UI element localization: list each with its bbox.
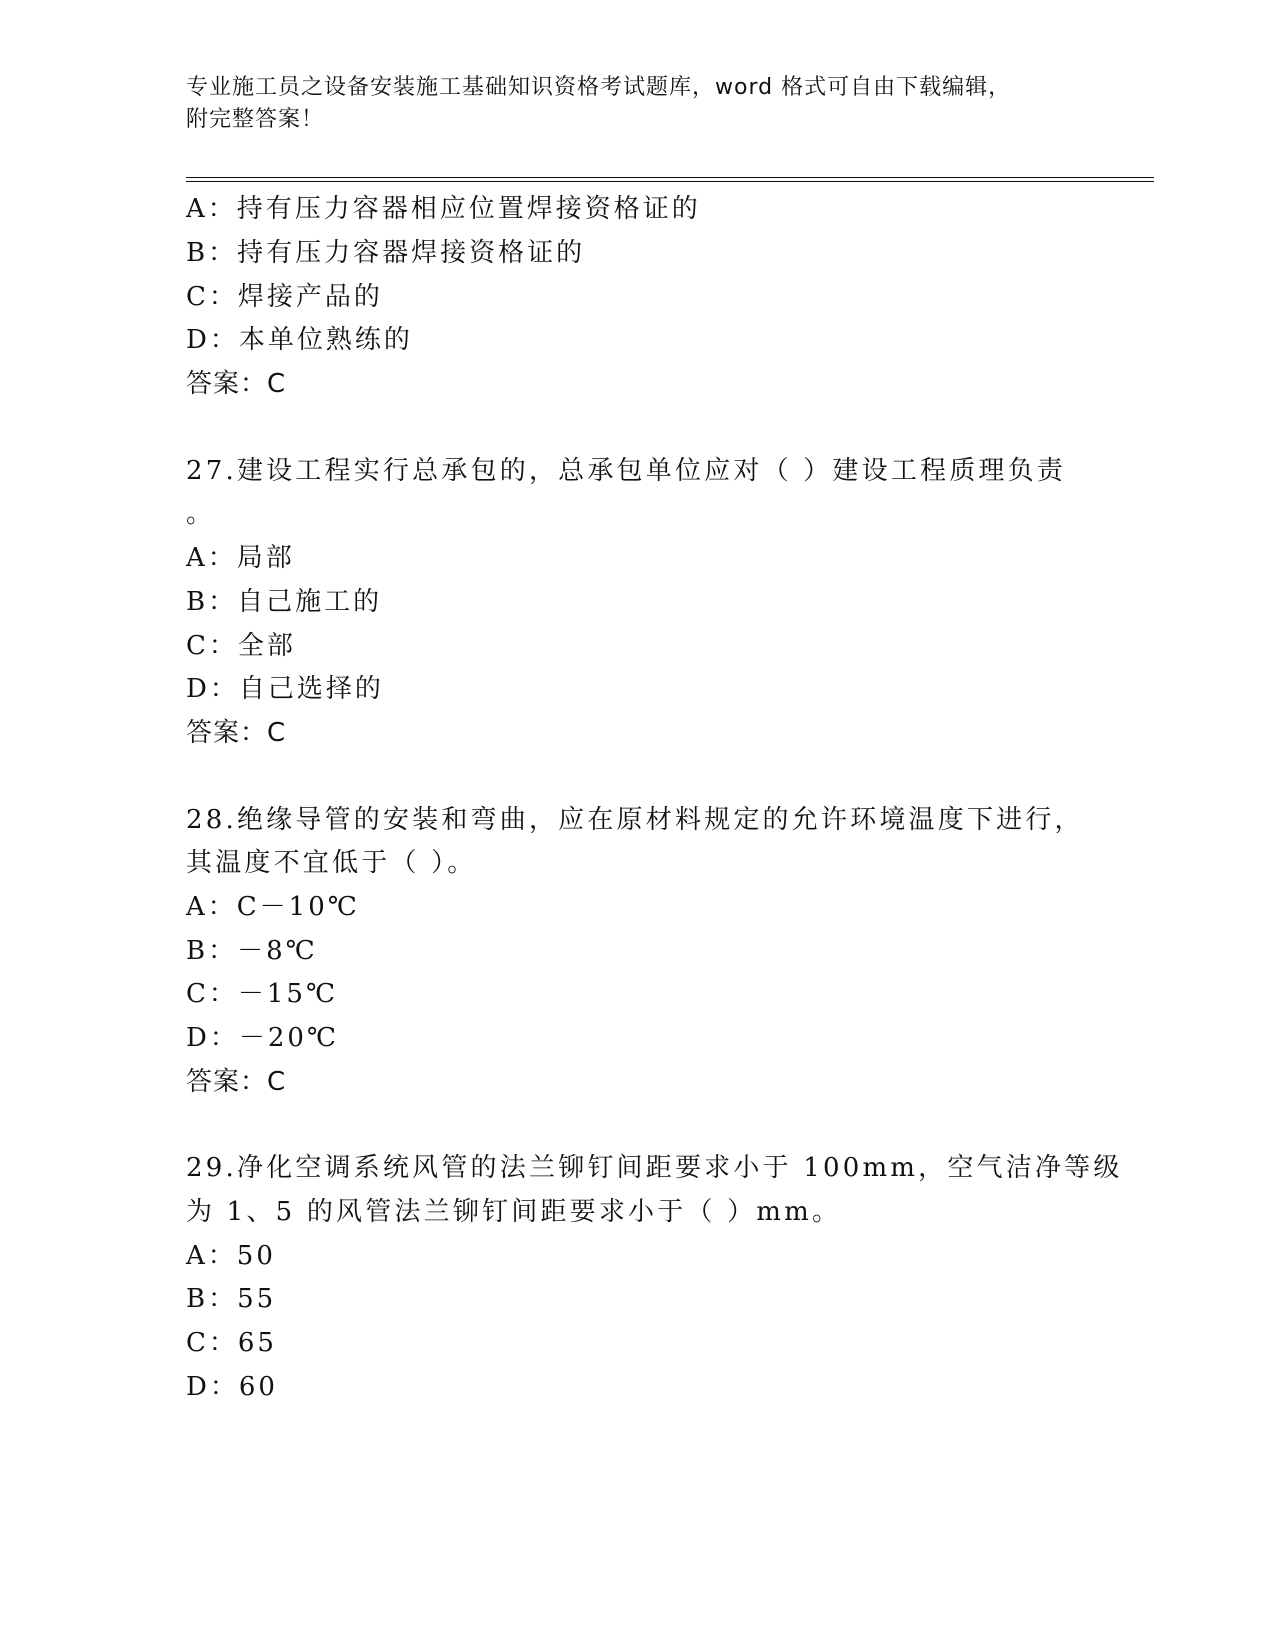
- block1-option-a: A：持有压力容器相应位置焊接资格证的: [186, 194, 701, 224]
- q27-stem-line-1: 27.建设工程实行总承包的，总承包单位应对（ ）建设工程质理负责: [186, 456, 1067, 486]
- q27-option-c: C：全部: [186, 631, 296, 661]
- q28-option-b: B：－8℃: [186, 936, 318, 966]
- header-title-line-2: 附完整答案！: [186, 107, 325, 132]
- q27-option-b: B：自己施工的: [186, 587, 383, 617]
- block1-option-d: D：本单位熟练的: [186, 325, 413, 355]
- q28-stem-line-2: 其温度不宜低于（ ）。: [186, 848, 477, 878]
- q29-option-b: B：55: [186, 1284, 277, 1314]
- q29-stem-line-1: 29.净化空调系统风管的法兰铆钉间距要求小于 100mm，空气洁净等级: [186, 1153, 1123, 1183]
- q28-stem-line-1: 28.绝缘导管的安装和弯曲，应在原材料规定的允许环境温度下进行，: [186, 805, 1084, 835]
- q27-option-a: A：局部: [186, 543, 295, 573]
- q28-option-a: A：C－10℃: [186, 892, 360, 922]
- q29-option-c: C：65: [186, 1328, 277, 1358]
- q28-option-d: D：－20℃: [186, 1023, 340, 1053]
- q28-answer: 答案：C: [186, 1067, 287, 1097]
- block1-option-b: B：持有压力容器焊接资格证的: [186, 238, 586, 268]
- header-double-rule: [186, 177, 1154, 182]
- q29-option-d: D：60: [186, 1372, 278, 1402]
- document-header: [186, 72, 1066, 136]
- block1-answer: 答案：C: [186, 369, 287, 399]
- q29-option-a: A：50: [186, 1241, 276, 1271]
- block1-option-c: C：焊接产品的: [186, 282, 383, 312]
- q27-stem-line-2: 。: [186, 499, 216, 529]
- header-title-line-1: 专业施工员之设备安装施工基础知识资格考试题库，word 格式可自由下载编辑，: [186, 75, 1012, 100]
- q27-answer: 答案：C: [186, 718, 287, 748]
- q29-stem-line-2: 为 1、5 的风管法兰铆钉间距要求小于（ ）mm。: [186, 1197, 842, 1227]
- q28-option-c: C：－15℃: [186, 979, 339, 1009]
- q27-option-d: D：自己选择的: [186, 674, 384, 704]
